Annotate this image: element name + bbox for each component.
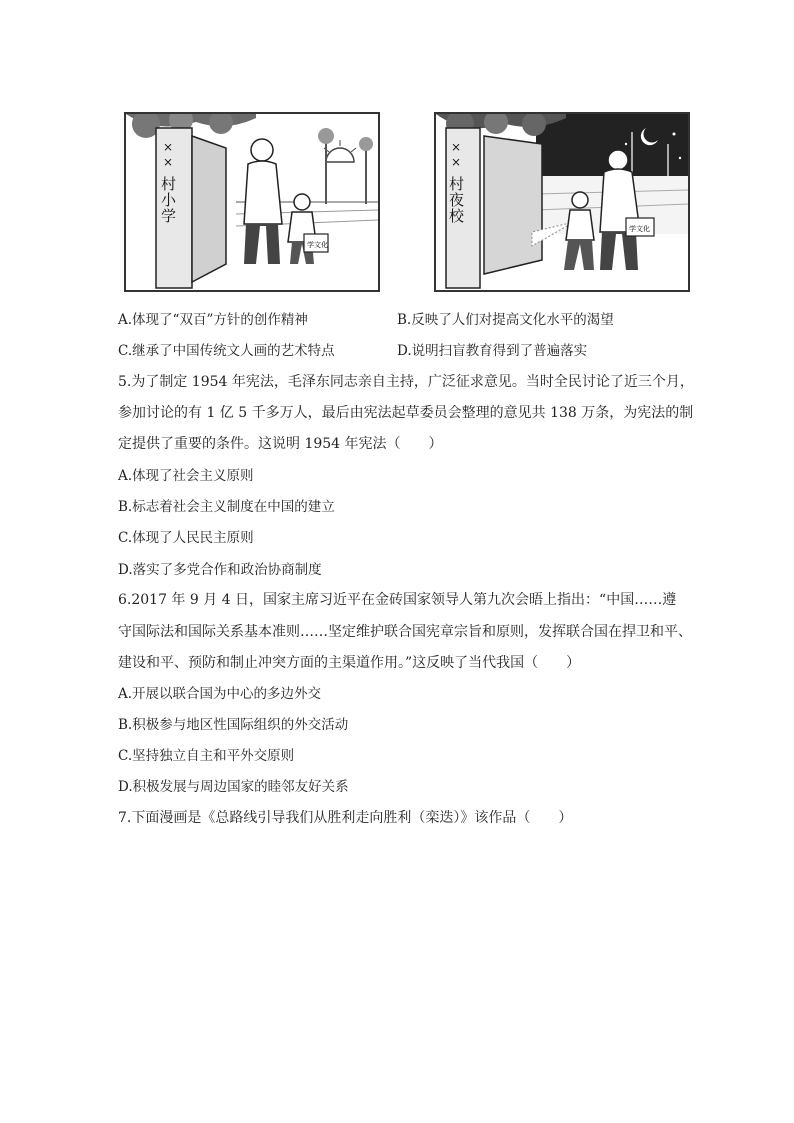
q5-stem-line-1: 5.为了制定 1954 年宪法，毛泽东同志亲自主持，广泛征求意见。当时全民讨论了近三个月， <box>118 374 694 390</box>
adult-figure <box>251 139 273 161</box>
q6-stem-line-3: 建设和平、预防和制止冲突方面的主渠道作用。”这反映了当代我国（ ） <box>118 655 581 671</box>
q4-option-d: D.说明扫盲教育得到了普遍落实 <box>397 343 588 359</box>
q5-option-d: D.落实了多党合作和政治协商制度 <box>118 562 322 578</box>
q6-stem-line-1: 6.2017 年 9 月 4 日，国家主席习近平在金砖国家领导人第九次会晤上指出：“中国……遵 <box>118 592 677 608</box>
q5-stem-line-3: 定提供了重要的条件。这说明 1954 年宪法（ ） <box>118 436 443 452</box>
cartoon-village-school <box>124 112 380 292</box>
bag-label: 学文化 <box>307 241 328 249</box>
gate-sign-prefix: ×× <box>161 140 175 170</box>
bag-label: 学文化 <box>629 225 650 233</box>
q4-option-c: C.继承了中国传统文人画的艺术特点 <box>118 343 335 359</box>
q6-option-d: D.积极发展与周边国家的睦邻友好关系 <box>118 779 349 795</box>
child-figure <box>572 192 588 208</box>
q5-stem-line-2: 参加讨论的有 1 亿 5 千多万人，最后由宪法起草委员会整理的意见共 138 万条，为宪法的制 <box>118 405 694 421</box>
gate-sign-prefix: ×× <box>449 140 463 170</box>
cartoon-night-school-drawing <box>436 114 688 290</box>
cartoon-village-school-drawing <box>126 114 378 290</box>
q4-option-a: A.体现了“双百”方针的创作精神 <box>118 312 308 328</box>
q6-option-a: A.开展以联合国为中心的多边外交 <box>118 686 322 702</box>
adult-figure <box>608 150 628 170</box>
q7-stem: 7.下面漫画是《总路线引导我们从胜利走向胜利（栾迭）》该作品（ ） <box>118 810 573 826</box>
q6-option-c: C.坚持独立自主和平外交原则 <box>118 748 295 764</box>
gate-sign: 村小学 <box>159 176 177 224</box>
q4-option-b: B.反映了人们对提高文化水平的渴望 <box>397 312 614 328</box>
q6-stem-line-2: 守国际法和国际关系基本准则……坚定维护联合国宪章宗旨和原则，发挥联合国在捍卫和平、 <box>118 624 692 640</box>
gate-sign: 村夜校 <box>447 176 465 224</box>
child-figure <box>294 194 310 210</box>
q6-option-b: B.积极参与地区性国际组织的外交活动 <box>118 717 349 733</box>
q5-option-c: C.体现了人民民主原则 <box>118 530 254 546</box>
sun-icon <box>326 148 354 162</box>
q5-option-b: B.标志着社会主义制度在中国的建立 <box>118 499 335 515</box>
cartoon-night-school <box>434 112 690 292</box>
q5-option-a: A.体现了社会主义原则 <box>118 468 254 484</box>
